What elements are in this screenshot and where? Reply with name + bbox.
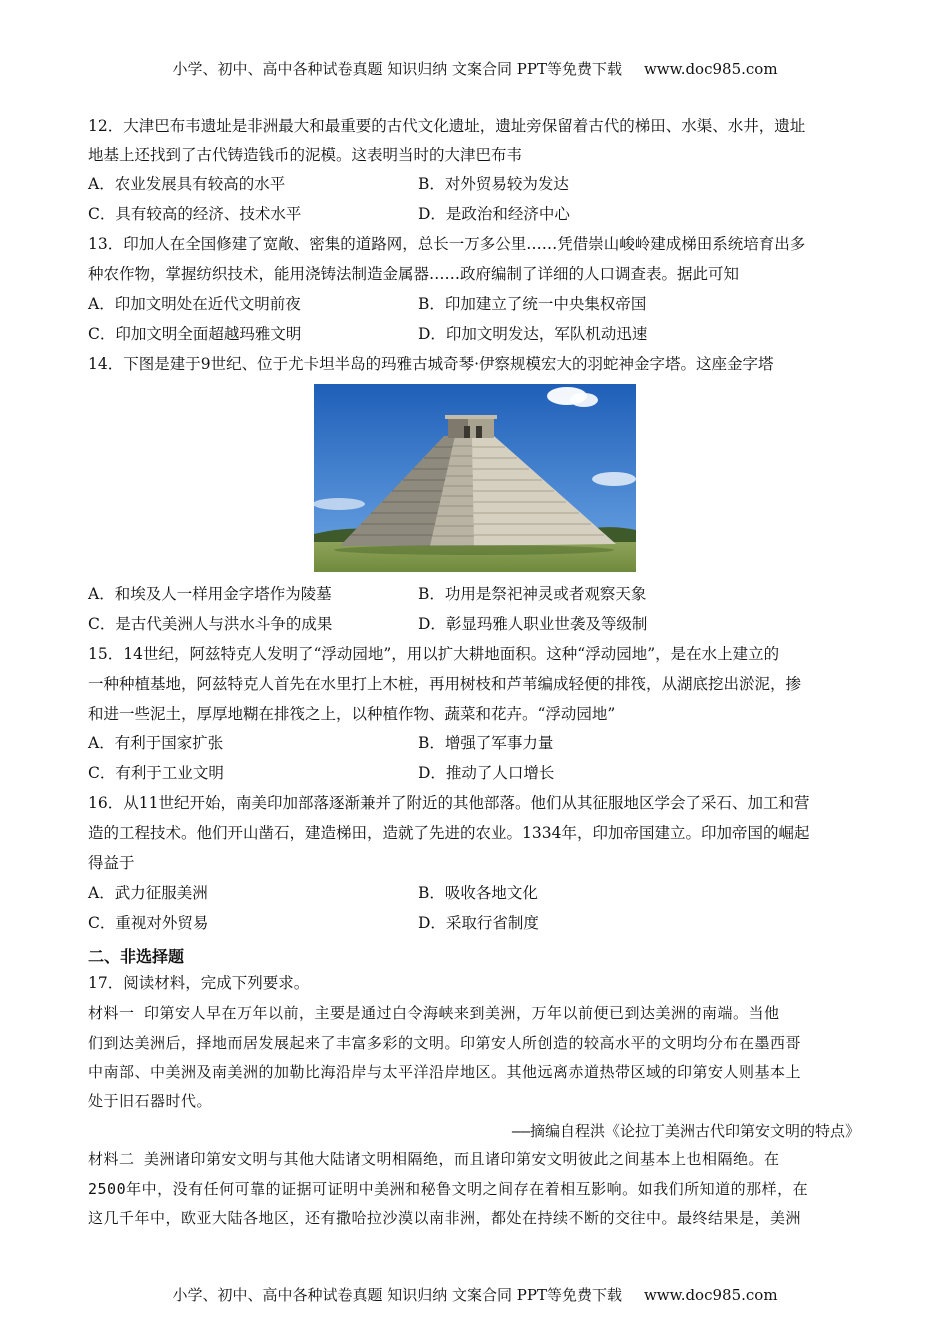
page-footer: [0, 1284, 950, 1305]
header-text: 小学、初中、高中各种试卷真题 知识归纳 文案合同 PPT等免费下载: [172, 60, 622, 78]
q15-option-c: C．有利于工业文明: [88, 764, 224, 782]
q12-stem-line1: 12．大津巴布韦遗址是非洲最大和最重要的古代文化遗址，遗址旁保留着古代的梯田、水渠、水井，遗址: [88, 117, 806, 135]
q14-stem-line1: 14．下图是建于9世纪、位于尤卡坦半岛的玛雅古城奇琴·伊察规模宏大的羽蛇神金字塔。这座金字塔: [88, 355, 774, 373]
q12-option-d: D．是政治和经济中心: [418, 205, 570, 223]
q14-option-d: D．彰显玛雅人职业世袭及等级制: [418, 615, 648, 633]
q15-stem-line1: 15．14世纪，阿兹特克人发明了“浮动园地”，用以扩大耕地面积。这种“浮动园地”，是在水上建立的: [88, 645, 780, 663]
q13-stem-line2: 种农作物，掌握纺织技术，能用浇铸法制造金属器……政府编制了详细的人口调查表。据此可知: [88, 265, 740, 283]
material-2-line2: 2500年中，没有任何可靠的证据可证明中美洲和秘鲁文明之间存在着相互影响。如我们所知道的那样，在: [88, 1180, 809, 1198]
material-1-source: ——摘编自程洪《论拉丁美洲古代印第安文明的特点》: [511, 1122, 860, 1140]
q15-stem-line3: 和进一些泥土，厚厚地糊在排筏之上，以种植作物、蔬菜和花卉。“浮动园地”: [88, 705, 616, 723]
q12-option-b: B．对外贸易较为发达: [418, 175, 569, 193]
q12-option-a: A．农业发展具有较高的水平: [88, 175, 286, 193]
q12-stem-line2: 地基上还找到了古代铸造钱币的泥模。这表明当时的大津巴布韦: [88, 146, 523, 164]
q15-stem-line2: 一种种植基地，阿兹特克人首先在水里打上木桩，再用树枝和芦苇编成轻便的排筏，从湖底挖出淤泥，掺: [88, 675, 802, 693]
kukulcan-pyramid-illustration: [314, 384, 636, 572]
material-1-line4: 处于旧石器时代。: [88, 1092, 213, 1110]
q16-stem-line1: 16．从11世纪开始，南美印加部落逐渐兼并了附近的其他部落。他们从其征服地区学会了采石、加工和营: [88, 794, 810, 812]
pyramid-image: [314, 384, 636, 572]
material-2-line1: 材料二 美洲诸印第安文明与其他大陆诸文明相隔绝，而且诸印第安文明彼此之间基本上也相隔绝。在: [88, 1150, 780, 1168]
q13-stem-line1: 13．印加人在全国修建了宽敞、密集的道路网，总长一万多公里……凭借崇山峻岭建成梯田系统培育出多: [88, 235, 806, 253]
q15-option-a: A．有利于国家扩张: [88, 734, 224, 752]
q15-option-d: D．推动了人口增长: [418, 764, 555, 782]
q12-option-c: C．具有较高的经济、技术水平: [88, 205, 302, 223]
footer-text: 小学、初中、高中各种试卷真题 知识归纳 文案合同 PPT等免费下载: [172, 1286, 622, 1304]
q17-intro: 17．阅读材料，完成下列要求。: [88, 974, 310, 992]
q15-option-b: B．增强了军事力量: [418, 734, 554, 752]
q16-option-c: C．重视对外贸易: [88, 914, 209, 932]
q14-option-c: C．是古代美洲人与洪水斗争的成果: [88, 615, 333, 633]
q13-option-d: D．印加文明发达，军队机动迅速: [418, 325, 648, 343]
material-1-line3: 中南部、中美洲及南美洲的加勒比海沿岸与太平洋沿岸地区。其他远离赤道热带区域的印第安人则基本上: [88, 1063, 802, 1081]
q16-stem-line2: 造的工程技术。他们开山凿石，建造梯田，造就了先进的农业。1334年，印加帝国建立。印加帝国的崛起: [88, 824, 810, 842]
material-2-line3: 这几千年中，欧亚大陆各地区，还有撒哈拉沙漠以南非洲，都处在持续不断的交往中。最终结果是，美洲: [88, 1209, 802, 1227]
q16-stem-line3: 得益于: [88, 854, 135, 872]
q16-option-a: A．武力征服美洲: [88, 884, 208, 902]
material-1-line2: 们到达美洲后，择地而居发展起来了丰富多彩的文明。印第安人所创造的较高水平的文明均分布在墨西哥: [88, 1034, 802, 1052]
material-1-line1: 材料一 印第安人早在万年以前，主要是通过白令海峡来到美洲，万年以前便已到达美洲的南端。当他: [88, 1004, 780, 1022]
section-title: 二、非选择题: [88, 947, 185, 966]
page-header: [0, 58, 950, 79]
q16-option-b: B．吸收各地文化: [418, 884, 538, 902]
q14-option-b: B．功用是祭祀神灵或者观察天象: [418, 585, 647, 603]
footer-site-link[interactable]: www.doc985.com: [643, 1286, 778, 1304]
header-site-link[interactable]: www.doc985.com: [643, 60, 778, 78]
q13-option-a: A．印加文明处在近代文明前夜: [88, 295, 301, 313]
q13-option-b: B．印加建立了统一中央集权帝国: [418, 295, 647, 313]
q14-option-a: A．和埃及人一样用金字塔作为陵墓: [88, 585, 332, 603]
q16-option-d: D．采取行省制度: [418, 914, 539, 932]
q13-option-c: C．印加文明全面超越玛雅文明: [88, 325, 302, 343]
